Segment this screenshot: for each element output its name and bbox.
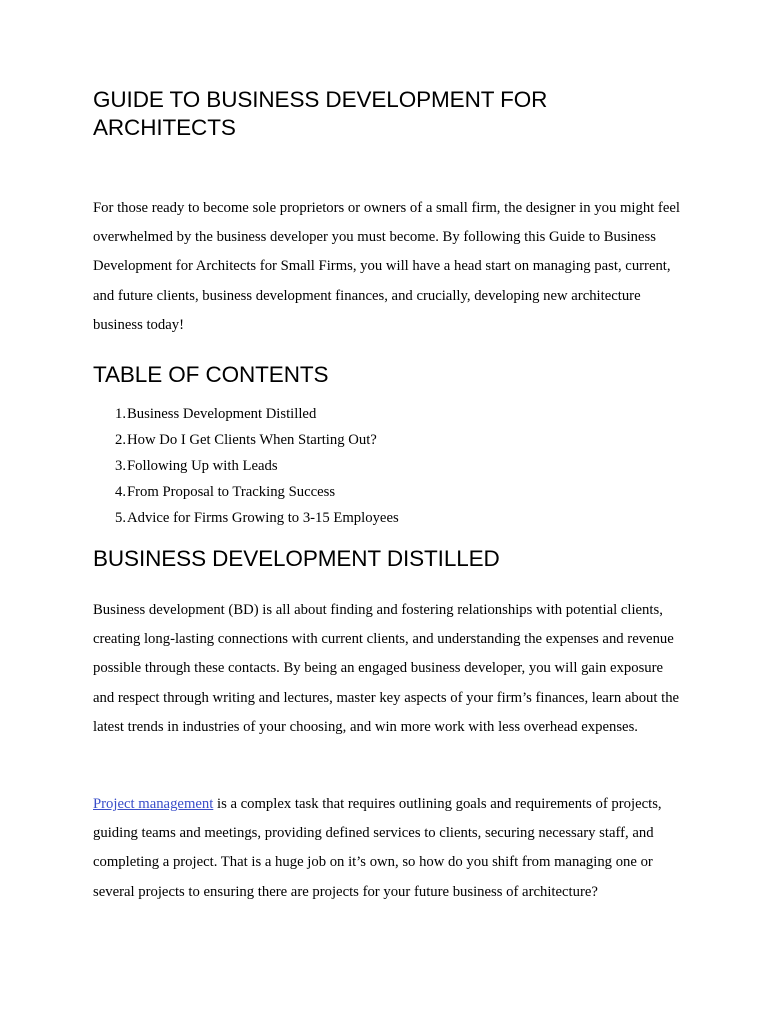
toc-item [93, 401, 399, 427]
toc-item-number: 3. [115, 458, 127, 474]
toc-item-label: Advice for Firms Growing to 3-15 Employees [127, 510, 399, 526]
project-management-link[interactable]: Project management [93, 796, 214, 812]
toc-item [93, 479, 399, 505]
toc-item-label: From Proposal to Tracking Success [127, 484, 336, 500]
toc-title: TABLE OF CONTENTS [93, 362, 329, 387]
section-title: BUSINESS DEVELOPMENT DISTILLED [93, 546, 500, 571]
project-management-paragraph [93, 790, 683, 907]
toc-item-label: How Do I Get Clients When Starting Out? [127, 432, 377, 448]
toc-item-number: 4. [115, 484, 127, 500]
toc-item [93, 505, 399, 531]
intro-paragraph: For those ready to become sole proprietors or owners of a small firm, the designer in you might feel overwhelmed by the business developer you must become. By following this Guide to Business Development for Architects for Small Firms, you will have a head start on managing past, current, and future clients, business development finances, and crucially, developing new architecture business today! [93, 200, 680, 333]
toc-item-number: 5. [115, 510, 127, 526]
toc-item [93, 453, 399, 479]
document-title: GUIDE TO BUSINESS DEVELOPMENT FOR ARCHITECTS [93, 87, 548, 140]
toc-list [93, 401, 399, 531]
business-development-paragraph: Business development (BD) is all about finding and fostering relationships with potential clients, creating long-lasting connections with current clients, and understanding the expenses and revenue possible through these contacts. By being an engaged business developer, you will gain exposure and respect through writing and lectures, master key aspects of your firm’s finances, learn about the latest trends in industries of your choosing, and win more work with less overhead expenses. [93, 602, 680, 735]
toc-item-label: Following Up with Leads [127, 458, 278, 474]
toc-item-number: 1. [115, 406, 127, 422]
toc-item-label: Business Development Distilled [127, 406, 317, 422]
toc-item [93, 427, 399, 453]
project-management-text: is a complex task that requires outlining goals and requirements of projects, guiding teams and meetings, providing defined services to clients, securing necessary staff, and completing a project. That is a huge job on it’s own, so how do you shift from managing one or several projects to ensuring there are projects for your future business of architecture? [93, 796, 662, 900]
toc-item-number: 2. [115, 432, 127, 448]
